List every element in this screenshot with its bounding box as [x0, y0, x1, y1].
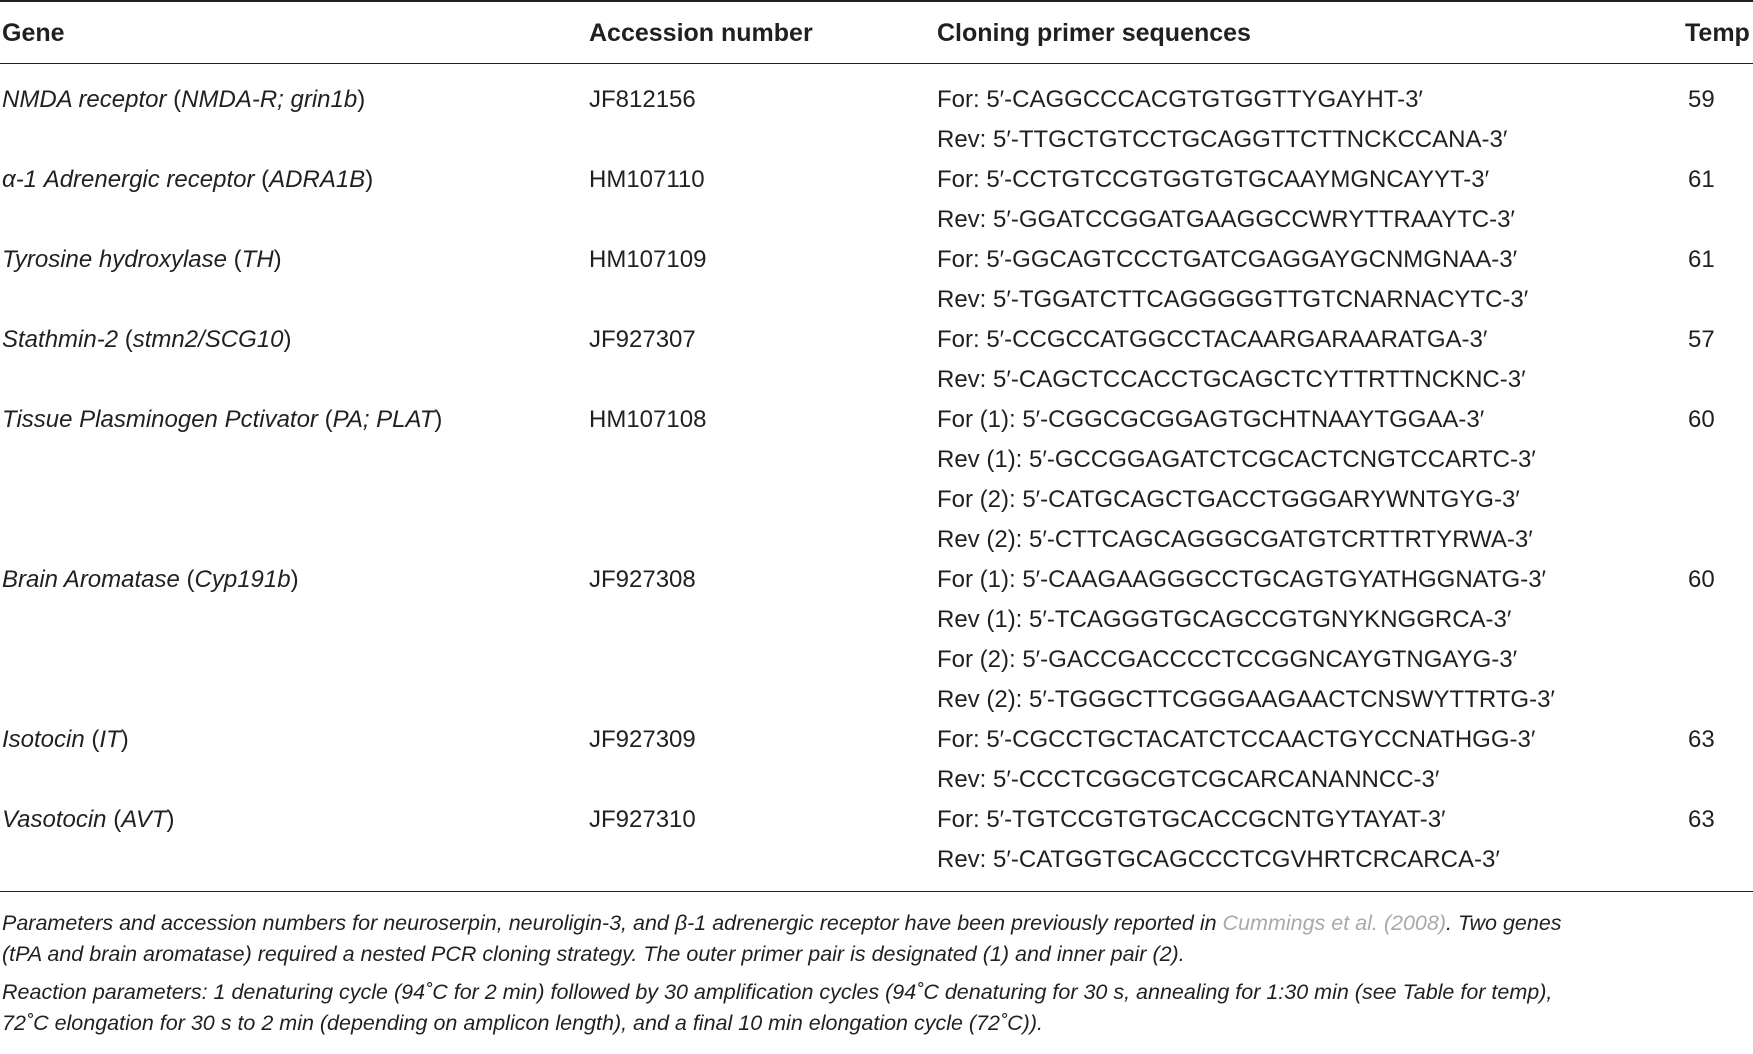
- primer-cell: [937, 80, 1507, 160]
- accession-cell: JF927309: [589, 726, 696, 753]
- primer-sequence: For: 5′-CCGCCATGGCCTACAARGARAARATGA-3′: [937, 326, 1488, 353]
- temp-cell: 63: [1688, 806, 1715, 833]
- accession-cell: HM107110: [589, 166, 705, 193]
- gene-cell: α-1 Adrenergic receptor (ADRA1B): [2, 166, 374, 193]
- accession-cell: HM107109: [589, 246, 707, 273]
- citation-link[interactable]: Cummings et al. (2008): [1222, 911, 1446, 935]
- primer-cell: [937, 720, 1535, 800]
- footnote-2-line-1: Reaction parameters: 1 denaturing cycle (94˚C for 2 min) followed by 30 amplification cycles (94˚C denaturing for 30 s, annealing for 1:30 min (see Table for temp),: [2, 980, 1553, 1004]
- primer-sequence: For: 5′-CAGGCCCACGTGTGGTTYGAYHT-3′: [937, 86, 1423, 113]
- primer-sequence: For (1): 5′-CGGCGCGGAGTGCHTNAAYTGGAA-3′: [937, 406, 1485, 433]
- gene-cell: Stathmin-2 (stmn2/SCG10): [2, 326, 292, 353]
- primer-sequence: Rev: 5′-GGATCCGGATGAAGGCCWRYTTRAAYTC-3′: [937, 206, 1515, 233]
- accession-cell: JF927308: [589, 566, 696, 593]
- primer-sequence: For (2): 5′-CATGCAGCTGACCTGGGARYWNTGYG-3′: [937, 486, 1520, 513]
- primer-sequence: For: 5′-CGCCTGCTACATCTCCAACTGYCCNATHGG-3′: [937, 726, 1536, 753]
- header-temp: Temp: [1685, 19, 1750, 47]
- primer-cell: [937, 320, 1526, 400]
- primer-sequence: Rev (2): 5′-CTTCAGCAGGGCGATGTCRTTRTYRWA-3′: [937, 526, 1533, 553]
- primer-sequence: Rev (1): 5′-GCCGGAGATCTCGCACTCNGTCCARTC-3′: [937, 446, 1536, 473]
- gene-cell: Brain Aromatase (Cyp191b): [2, 566, 299, 593]
- primer-sequence: For: 5′-GGCAGTCCCTGATCGAGGAYGCNMGNAA-3′: [937, 246, 1518, 273]
- primer-sequence: Rev: 5′-TTGCTGTCCTGCAGGTTCTTNCKCCANA-3′: [937, 126, 1508, 153]
- accession-cell: JF927307: [589, 326, 696, 353]
- accession-cell: JF812156: [589, 86, 696, 113]
- primer-cell: [937, 560, 1555, 720]
- temp-cell: 60: [1688, 566, 1715, 593]
- header-gene: Gene: [2, 19, 65, 47]
- accession-cell: JF927310: [589, 806, 696, 833]
- gene-cell: Tissue Plasminogen Pctivator (PA; PLAT): [2, 406, 443, 433]
- temp-cell: 60: [1688, 406, 1715, 433]
- primer-sequence: Rev: 5′-CCCTCGGCGTCGCARCANANNCC-3′: [937, 766, 1440, 793]
- gene-cell: Tyrosine hydroxylase (TH): [2, 246, 282, 273]
- header-primers: Cloning primer sequences: [937, 19, 1251, 47]
- gene-cell: Vasotocin (AVT): [2, 806, 175, 833]
- footnote-1-line-1: Parameters and accession numbers for neuroserpin, neuroligin-3, and β-1 adrenergic receptor have been previously reported in Cummings et al. (2008). Two genes: [2, 911, 1562, 935]
- gene-cell: Isotocin (IT): [2, 726, 129, 753]
- primer-sequence: For: 5′-TGTCCGTGTGCACCGCNTGYTAYAT-3′: [937, 806, 1446, 833]
- header-accession: Accession number: [589, 19, 813, 47]
- temp-cell: 59: [1688, 86, 1715, 113]
- gene-cell: NMDA receptor (NMDA-R; grin1b): [2, 86, 366, 113]
- primer-sequence: For (2): 5′-GACCGACCCCTCCGGNCAYGTNGAYG-3′: [937, 646, 1518, 673]
- primer-cell: [937, 240, 1528, 320]
- primer-sequence: Rev: 5′-CAGCTCCACCTGCAGCTCYTTRTTNCKNC-3′: [937, 366, 1526, 393]
- primer-cell: [937, 800, 1500, 880]
- primer-sequence: Rev: 5′-CATGGTGCAGCCCTCGVHRTCRCARCA-3′: [937, 846, 1500, 873]
- primer-sequence: For (1): 5′-CAAGAAGGGCCTGCAGTGYATHGGNATG-3′: [937, 566, 1547, 593]
- temp-cell: 61: [1688, 246, 1715, 273]
- temp-cell: 57: [1688, 326, 1715, 353]
- table-header-rule: [0, 63, 1753, 64]
- footnote-1-line-2: (tPA and brain aromatase) required a nested PCR cloning strategy. The outer primer pair is designated (1) and inner pair (2).: [2, 942, 1185, 966]
- table-bottom-rule: [0, 891, 1753, 892]
- temp-cell: 63: [1688, 726, 1715, 753]
- primer-sequence: Rev (2): 5′-TGGGCTTCGGGAAGAACTCNSWYTTRTG-3′: [937, 686, 1555, 713]
- table-footnotes: [2, 908, 1753, 1039]
- primer-sequence: Rev (1): 5′-TCAGGGTGCAGCCGTGNYKNGGRCA-3′: [937, 606, 1512, 633]
- primer-cell: [937, 160, 1515, 240]
- primer-sequence: Rev: 5′-TGGATCTTCAGGGGGTTGTCNARNACYTC-3′: [937, 286, 1529, 313]
- footnote-2-line-2: 72˚C elongation for 30 s to 2 min (depending on amplicon length), and a final 10 min elongation cycle (72˚C)).: [2, 1011, 1043, 1035]
- primer-cell: [937, 400, 1536, 560]
- temp-cell: 61: [1688, 166, 1715, 193]
- table-top-rule: [0, 0, 1753, 2]
- primer-sequence: For: 5′-CCTGTCCGTGGTGTGCAAYMGNCAYYT-3′: [937, 166, 1490, 193]
- accession-cell: HM107108: [589, 406, 707, 433]
